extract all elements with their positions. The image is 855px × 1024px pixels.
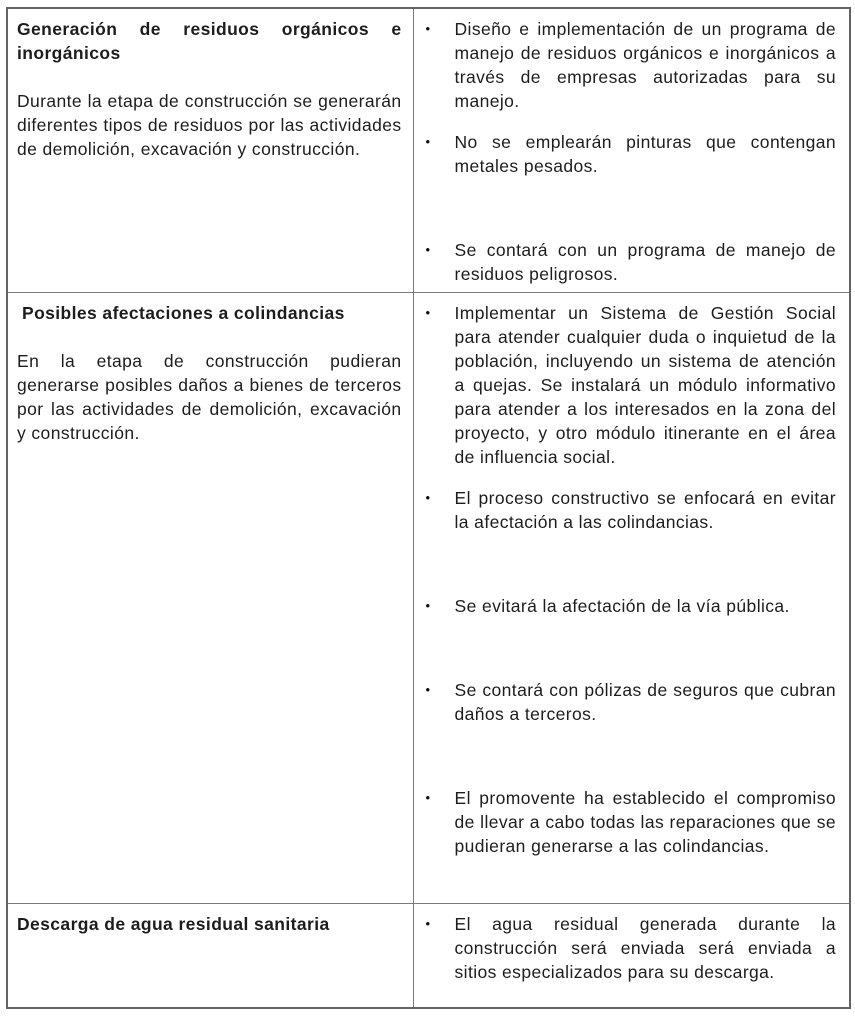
measure-text: El agua residual generada durante la construcción será enviada será enviada a sitios especializados para su descarga. <box>454 914 836 982</box>
measure-text: Diseño e implementación de un programa de manejo de residuos orgánicos e inorgánicos a través de empresas autorizadas para su manejo. <box>454 19 836 111</box>
measures-cell <box>413 8 850 293</box>
bullet-icon: • <box>425 242 431 257</box>
measure-text: No se emplearán pinturas que contengan metales pesados. <box>454 132 836 176</box>
impact-description: En la etapa de construcción pudieran generarse posibles daños a bienes de terceros por las actividades de demolición, excavación y construcción. <box>17 351 402 443</box>
bullet-icon: • <box>425 682 431 697</box>
measure-text: El promovente ha establecido el compromiso de llevar a cabo todas las reparaciones que se pudieran generarse a las colindancias. <box>454 788 836 856</box>
measure-text: Se evitará la afectación de la vía pública. <box>454 596 790 616</box>
impact-mitigation-table <box>6 7 851 1009</box>
measure-text: Se contará con un programa de manejo de residuos peligrosos. <box>454 240 836 284</box>
measures-cell <box>413 293 850 904</box>
measure-item <box>423 678 837 726</box>
bullet-icon: • <box>425 598 431 613</box>
measure-item <box>423 786 837 858</box>
measures-cell <box>413 904 850 1008</box>
impact-cell <box>7 293 413 904</box>
bullet-icon: • <box>425 305 431 320</box>
impact-title: Generación de residuos orgánicos e inorgánicos <box>17 19 402 63</box>
impact-cell <box>7 904 413 1008</box>
impact-cell <box>7 8 413 293</box>
table-row <box>7 904 850 1008</box>
bullet-icon: • <box>425 134 431 149</box>
measure-text: El proceso constructivo se enfocará en evitar la afectación a las colindancias. <box>454 488 836 532</box>
measure-item <box>423 912 837 984</box>
bullet-icon: • <box>425 490 431 505</box>
impact-title: Posibles afectaciones a colindancias <box>22 303 345 323</box>
impact-title: Descarga de agua residual sanitaria <box>17 914 330 934</box>
impact-description: Durante la etapa de construcción se generarán diferentes tipos de residuos por las actividades de demolición, excavación y construcción. <box>17 91 402 159</box>
measure-item <box>423 130 837 178</box>
table-row <box>7 293 850 904</box>
measure-item <box>423 301 837 469</box>
measure-item <box>423 594 837 618</box>
bullet-icon: • <box>425 916 431 931</box>
measure-item <box>423 238 837 286</box>
table-row <box>7 8 850 293</box>
measure-item <box>423 486 837 534</box>
measure-text: Se contará con pólizas de seguros que cubran daños a terceros. <box>454 680 836 724</box>
measure-text: Implementar un Sistema de Gestión Social para atender cualquier duda o inquietud de la población, incluyendo un sistema de atención a quejas. Se instalará un módulo informativo para atender a los interesados en la zona del proyecto, y otro módulo itinerante en el área de influencia social. <box>454 303 836 467</box>
bullet-icon: • <box>425 790 431 805</box>
measure-item <box>423 17 837 113</box>
bullet-icon: • <box>425 21 431 36</box>
